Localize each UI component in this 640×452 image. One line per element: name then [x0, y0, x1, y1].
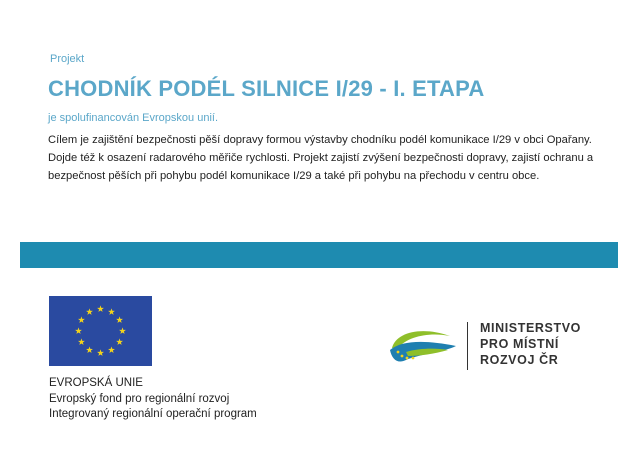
project-description: Cílem je zajištění bezpečnosti pěší dopravy formou výstavby chodníku podél komunikace I/29 v obci Opařany. Dojde též k osazení radarového měřiče rychlosti. Projekt zajistí zvýšení bezpečnosti dopravy, zajistí ochranu a bezpečnost pěších při pohybu podél komunikace I/29 a také při pohybu na přechodu v centru obce. [48, 134, 594, 183]
eu-flag-icon [49, 296, 152, 366]
project-label: Projekt [50, 53, 85, 65]
eu-fund: Evropský fond pro regionální rozvoj [49, 392, 230, 405]
ministry-line-2: PRO MÍSTNÍ [480, 337, 559, 351]
eu-program: Integrovaný regionální operační program [49, 408, 257, 420]
eu-text-block [49, 376, 257, 423]
project-title: CHODNÍK PODÉL SILNICE I/29 - I. ETAPA [48, 76, 485, 101]
ministry-name [480, 320, 581, 368]
ministry-logo-icon [386, 322, 458, 370]
blue-stripe [20, 242, 618, 268]
cofinancing-note: je spolufinancován Evropskou unií. [48, 112, 218, 124]
ministry-line-1: MINISTERSTVO [480, 321, 581, 335]
eu-name: EVROPSKÁ UNIE [49, 377, 143, 389]
ministry-divider [467, 322, 468, 370]
ministry-line-3: ROZVOJ ČR [480, 353, 559, 367]
